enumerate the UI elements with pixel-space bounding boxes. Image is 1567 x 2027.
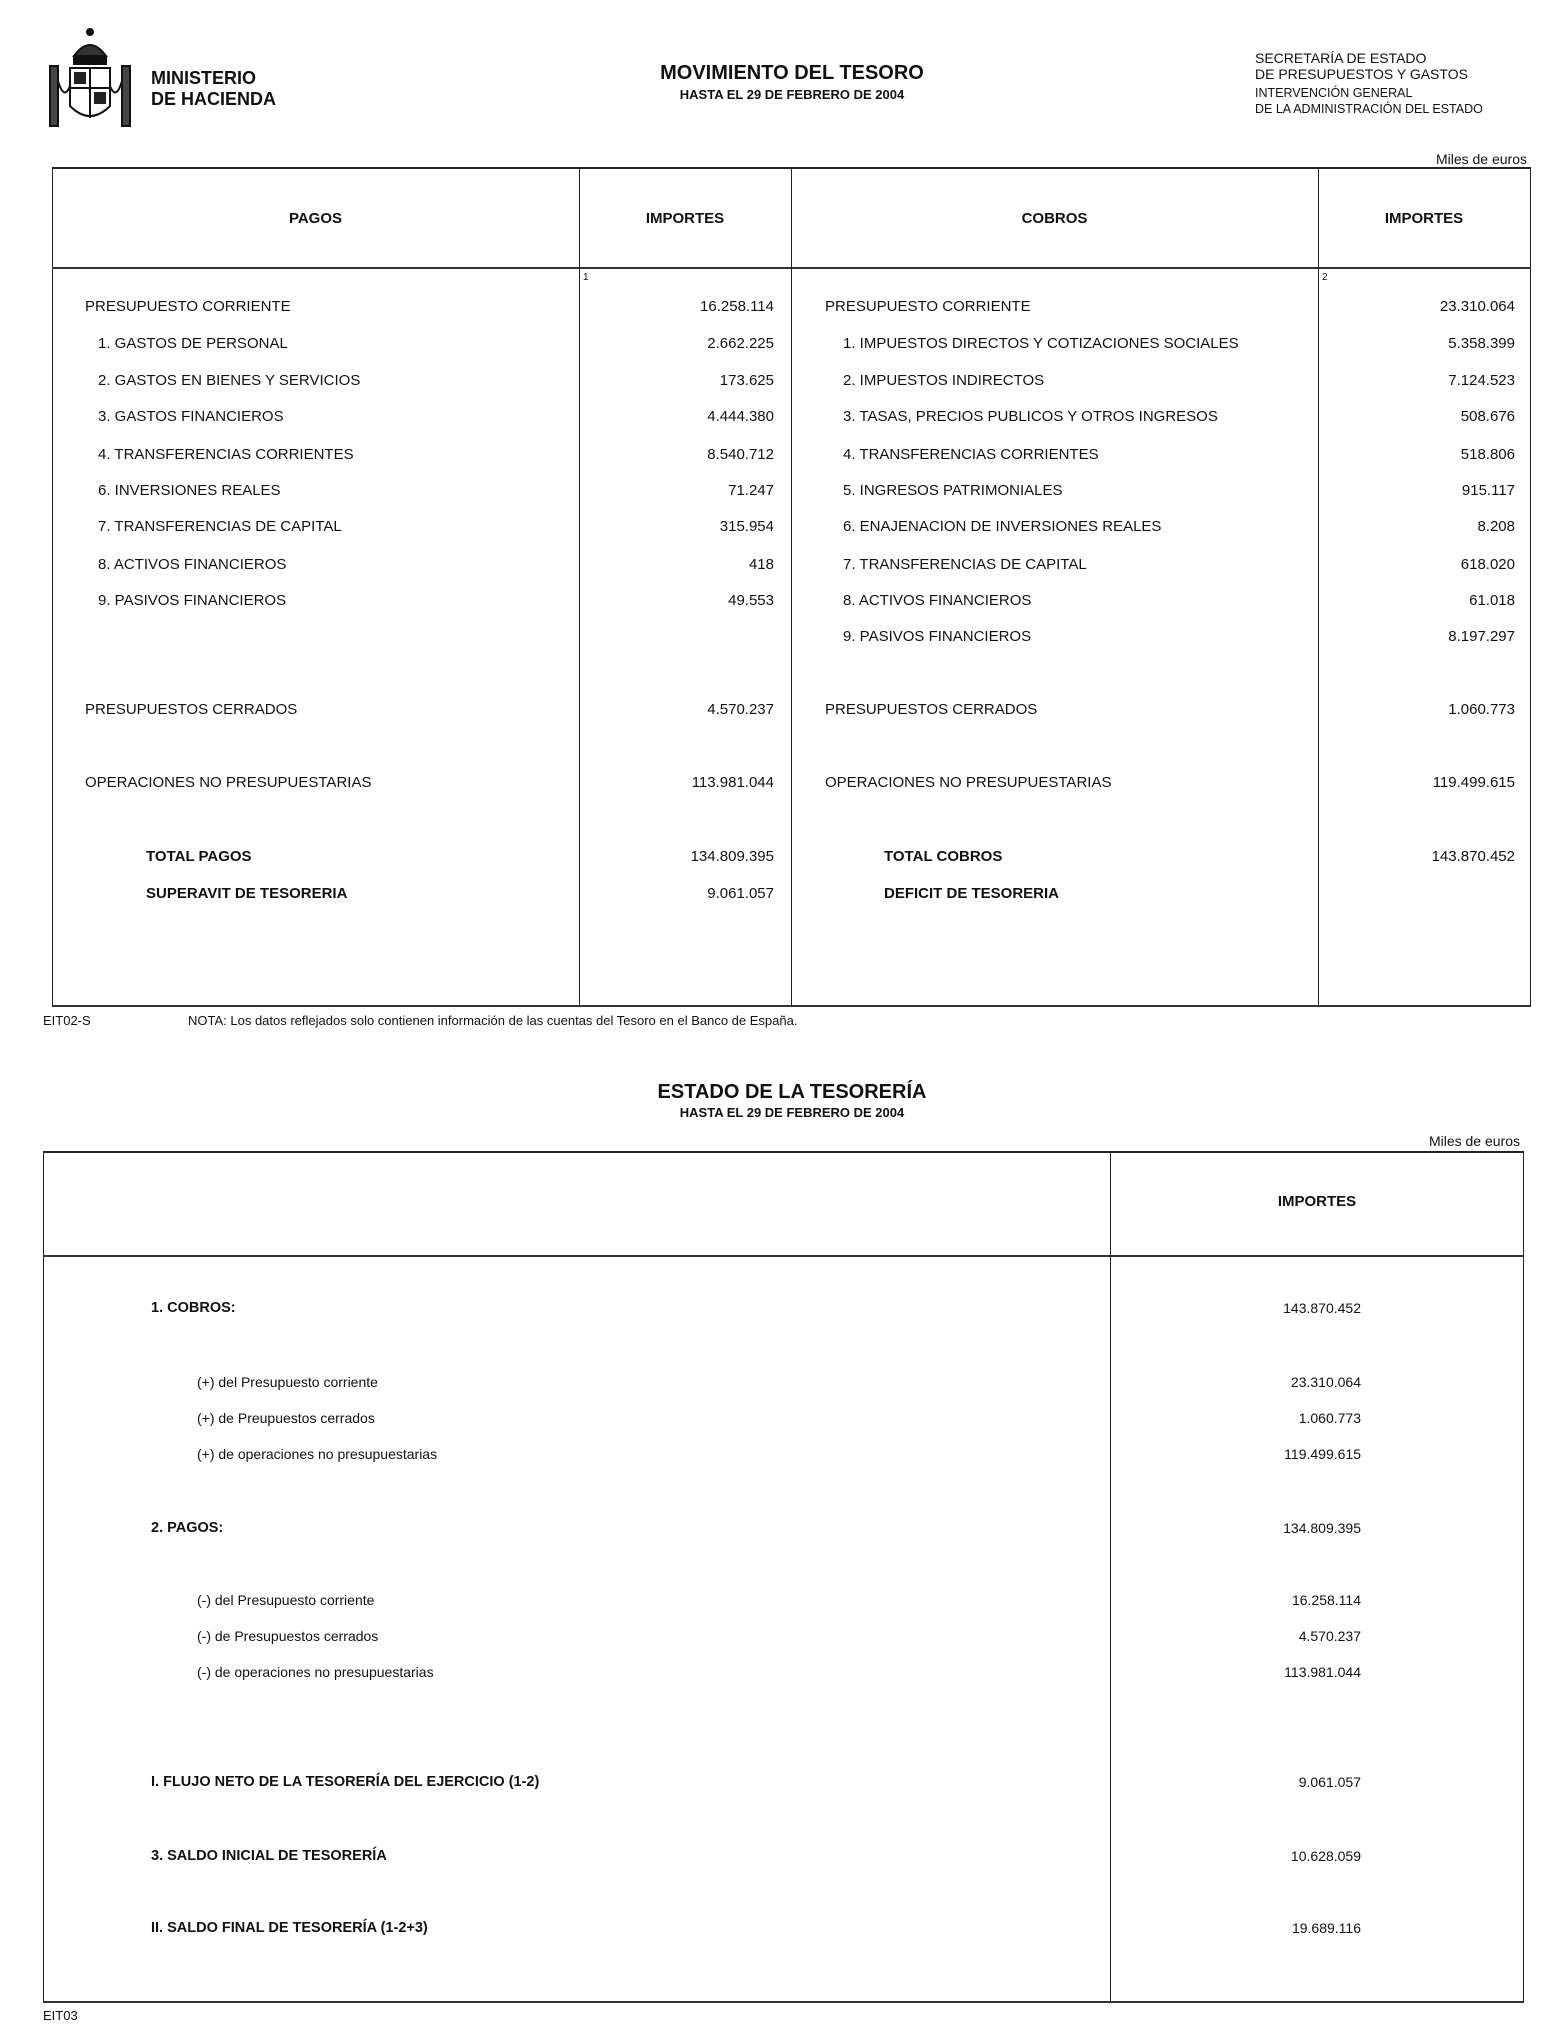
cobros-row-amount: 8.197.297 — [1448, 628, 1515, 645]
column-divider — [1110, 1151, 1111, 2003]
cobros-row-label: 4. TRANSFERENCIAS CORRIENTES — [843, 446, 1099, 463]
column-header-importes: IMPORTES — [1384, 210, 1464, 227]
cobros-row-label: 5. INGRESOS PATRIMONIALES — [843, 482, 1063, 499]
estado-row-label: (+) de operaciones no presupuestarias — [197, 1446, 438, 1462]
pagos-row-label: 6. INVERSIONES REALES — [98, 482, 281, 499]
column-marker: 2 — [1322, 272, 1328, 283]
estado-row-amount: 119.499.615 — [1284, 1446, 1361, 1462]
estado-row-label: 2. PAGOS: — [151, 1520, 224, 1536]
estado-row-label: (-) del Presupuesto corriente — [197, 1592, 375, 1608]
pagos-row-amount: 71.247 — [728, 482, 774, 499]
issuing-office — [1255, 50, 1483, 117]
estado-row-amount: 113.981.044 — [1284, 1664, 1361, 1680]
estado-row-amount: 4.570.237 — [1298, 1628, 1361, 1644]
pagos-row-amount: 8.540.712 — [707, 446, 774, 463]
estado-subtitle: HASTA EL 29 DE FEBRERO DE 2004 — [679, 1105, 905, 1120]
office-line: DE PRESUPUESTOS Y GASTOS — [1255, 66, 1468, 82]
estado-row-label: 1. COBROS: — [151, 1300, 236, 1316]
cobros-row-label: TOTAL COBROS — [884, 848, 1003, 865]
cobros-row-amount: 119.499.615 — [1432, 774, 1515, 791]
pagos-row-amount: 113.981.044 — [691, 774, 774, 791]
estado-row-label: (+) de Preupuestos cerrados — [197, 1410, 375, 1426]
units-label: Miles de euros — [1435, 151, 1527, 167]
report-title: MOVIMIENTO DEL TESORO — [660, 62, 924, 84]
pagos-row-amount: 4.570.237 — [707, 701, 774, 718]
estado-row-amount: 10.628.059 — [1290, 1848, 1361, 1864]
estado-row-label: II. SALDO FINAL DE TESORERÍA (1-2+3) — [151, 1920, 428, 1936]
pagos-row-label: 2. GASTOS EN BIENES Y SERVICIOS — [98, 372, 361, 389]
column-header-importes: IMPORTES — [645, 210, 725, 227]
estado-row-amount: 16.258.114 — [1291, 1592, 1361, 1608]
estado-row-amount: 143.870.452 — [1283, 1300, 1361, 1316]
cobros-row-label: PRESUPUESTO CORRIENTE — [825, 298, 1031, 315]
pagos-row-label: PRESUPUESTO CORRIENTE — [85, 298, 291, 315]
form-code: EIT02-S — [43, 1013, 91, 1028]
cobros-row-label: 6. ENAJENACION DE INVERSIONES REALES — [843, 518, 1162, 535]
pagos-row-label: 8. ACTIVOS FINANCIEROS — [98, 556, 287, 573]
cobros-row-label: DEFICIT DE TESORERIA — [884, 885, 1060, 902]
cobros-row-label: PRESUPUESTOS CERRADOS — [825, 701, 1038, 718]
report-subtitle: HASTA EL 29 DE FEBRERO DE 2004 — [679, 87, 905, 102]
cobros-row-amount: 23.310.064 — [1439, 298, 1515, 315]
pagos-row-amount: 134.809.395 — [690, 848, 774, 865]
column-header-pagos: PAGOS — [288, 210, 343, 227]
units-label: Miles de euros — [1428, 1133, 1520, 1149]
estado-row-amount: 1.060.773 — [1298, 1410, 1361, 1426]
pagos-row-label: PRESUPUESTOS CERRADOS — [85, 701, 298, 718]
column-header-cobros: COBROS — [1021, 210, 1088, 227]
estado-title: ESTADO DE LA TESORERÍA — [657, 1081, 927, 1103]
pagos-row-label: 1. GASTOS DE PERSONAL — [98, 335, 288, 352]
cobros-row-amount: 1.060.773 — [1448, 701, 1515, 718]
pagos-row-amount: 173.625 — [719, 372, 774, 389]
column-divider — [791, 167, 792, 1007]
pagos-row-label: 3. GASTOS FINANCIEROS — [98, 408, 284, 425]
estado-row-amount: 9.061.057 — [1298, 1774, 1361, 1790]
column-divider — [1318, 167, 1319, 1007]
estado-row-label: 3. SALDO INICIAL DE TESORERÍA — [151, 1848, 387, 1864]
cobros-row-amount: 7.124.523 — [1448, 372, 1515, 389]
cobros-row-amount: 518.806 — [1460, 446, 1515, 463]
office-line: SECRETARÍA DE ESTADO — [1255, 50, 1427, 66]
cobros-row-amount: 5.358.399 — [1448, 335, 1515, 352]
pagos-row-label: 9. PASIVOS FINANCIEROS — [98, 592, 287, 609]
pagos-row-label: 7. TRANSFERENCIAS DE CAPITAL — [98, 518, 342, 535]
estado-table — [43, 1151, 1524, 2003]
estado-row-label: I. FLUJO NETO DE LA TESORERÍA DEL EJERCICIO (1-2) — [151, 1774, 540, 1790]
estado-row-amount: 23.310.064 — [1290, 1374, 1361, 1390]
footnote: NOTA: Los datos reflejados solo contienen información de las cuentas del Tesoro en el Banco de España. — [188, 1013, 798, 1028]
pagos-row-label: 4. TRANSFERENCIAS CORRIENTES — [98, 446, 354, 463]
office-line: DE LA ADMINISTRACIÓN DEL ESTADO — [1255, 102, 1483, 116]
office-line: INTERVENCIÓN GENERAL — [1255, 86, 1413, 100]
cobros-row-label: 9. PASIVOS FINANCIEROS — [843, 628, 1032, 645]
form-code: EIT03 — [43, 2008, 78, 2023]
pagos-row-amount: 315.954 — [719, 518, 774, 535]
cobros-row-label: 3. TASAS, PRECIOS PUBLICOS Y OTROS INGRESOS — [843, 408, 1218, 425]
column-divider — [579, 167, 580, 1007]
cobros-row-amount: 618.020 — [1460, 556, 1515, 573]
cobros-row-label: 8. ACTIVOS FINANCIEROS — [843, 592, 1032, 609]
estado-row-label: (-) de Presupuestos cerrados — [197, 1628, 379, 1644]
ministry-line-1: MINISTERIO — [151, 68, 257, 88]
estado-row-label: (-) de operaciones no presupuestarias — [197, 1664, 434, 1680]
estado-row-label: (+) del Presupuesto corriente — [197, 1374, 378, 1390]
pagos-row-amount: 2.662.225 — [707, 335, 774, 352]
pagos-row-amount: 9.061.057 — [707, 885, 774, 902]
pagos-row-amount: 49.553 — [728, 592, 774, 609]
cobros-row-amount: 508.676 — [1460, 408, 1515, 425]
pagos-row-label: SUPERAVIT DE TESORERIA — [146, 885, 348, 902]
cobros-row-label: 2. IMPUESTOS INDIRECTOS — [843, 372, 1045, 389]
ministry-line-2: DE HACIENDA — [151, 89, 277, 109]
pagos-row-label: OPERACIONES NO PRESUPUESTARIAS — [85, 774, 372, 791]
cobros-row-amount: 915.117 — [1461, 482, 1515, 499]
coat-of-arms-logo — [44, 26, 136, 138]
header-divider — [43, 1255, 1524, 1257]
pagos-row-label: TOTAL PAGOS — [146, 848, 252, 865]
cobros-row-amount: 8.208 — [1477, 518, 1515, 535]
cobros-row-label: 1. IMPUESTOS DIRECTOS Y COTIZACIONES SOCIALES — [843, 335, 1239, 352]
cobros-row-label: OPERACIONES NO PRESUPUESTARIAS — [825, 774, 1112, 791]
cobros-row-amount: 61.018 — [1469, 592, 1515, 609]
estado-row-amount: 134.809.395 — [1283, 1520, 1361, 1536]
pagos-row-amount: 4.444.380 — [707, 408, 774, 425]
pagos-row-amount: 16.258.114 — [700, 298, 774, 315]
ministry-name — [151, 68, 276, 110]
cobros-row-amount: 143.870.452 — [1431, 848, 1515, 865]
column-header-importes: IMPORTES — [1277, 1193, 1357, 1210]
pagos-row-amount: 418 — [748, 556, 774, 573]
column-marker: 1 — [583, 272, 589, 283]
estado-row-amount: 19.689.116 — [1291, 1920, 1361, 1936]
cobros-row-label: 7. TRANSFERENCIAS DE CAPITAL — [843, 556, 1087, 573]
